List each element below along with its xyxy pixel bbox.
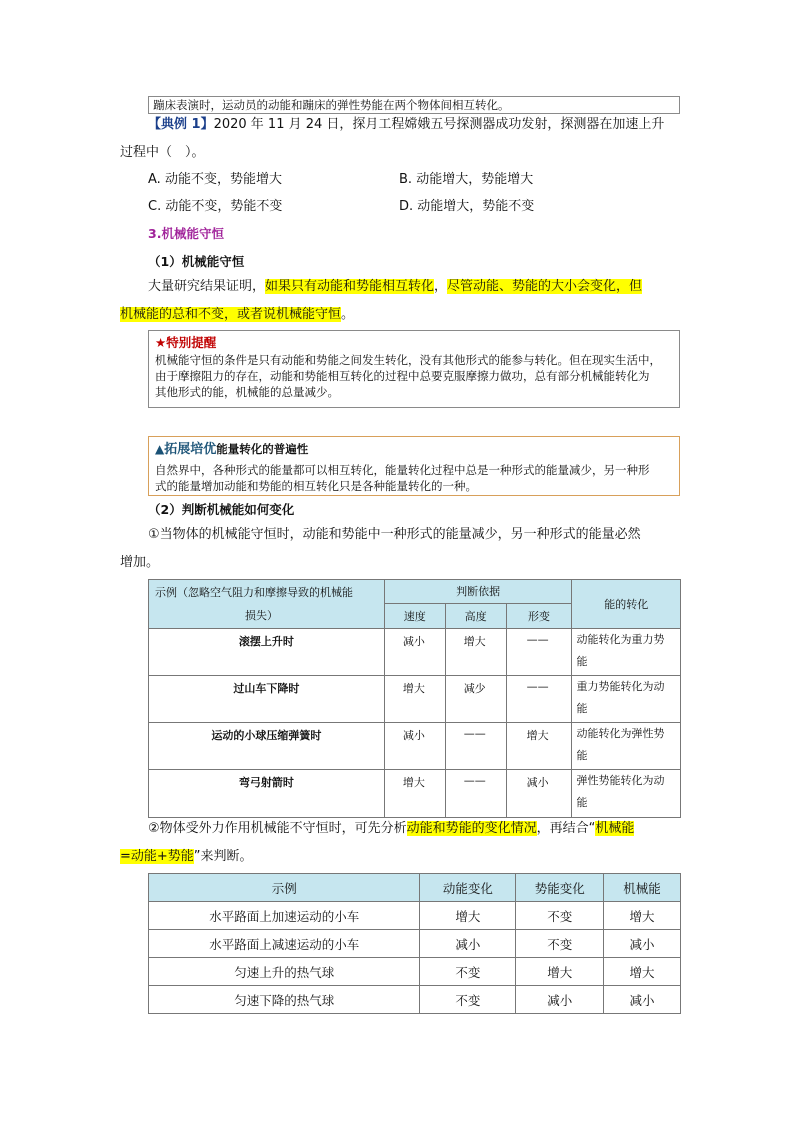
extension-box: [148, 436, 680, 496]
para2-line1: ①当物体的机械能守恒时，动能和势能中一种形式的能量减少，另一种形式的能量必然: [148, 527, 641, 542]
triangle-icon: ▲: [155, 442, 165, 456]
reminder-line3: 其他形式的能，机械能的总量减少。: [155, 385, 339, 399]
header-basis: 判断依据: [384, 580, 572, 604]
star-icon: ★: [155, 335, 167, 350]
header-deform: 形变: [506, 603, 572, 628]
sub1-title: （1）机械能守恒: [148, 254, 245, 269]
table-row: 弯弓射箭时 增大 —— 减小 弹性势能转化为动 能: [149, 770, 681, 818]
table-row: 匀速上升的热气球 不变 增大 增大: [149, 958, 681, 986]
option-c: C. 动能不变，势能不变: [148, 199, 283, 214]
extension-line1: 自然界中，各种形式的能量都可以相互转化，能量转化过程中总是一种形式的能量减少，另一种形: [155, 463, 650, 477]
top-note-text: 蹦床表演时，运动员的动能和蹦床的弹性势能在两个物体间相互转化。: [153, 98, 510, 112]
table-row: 水平路面上减速运动的小车 减小 不变 减小: [149, 930, 681, 958]
extension-line2: 式的能量增加动能和势能的相互转化只是各种能量转化的一种。: [155, 479, 477, 493]
header-mechanical: 机械能: [604, 874, 681, 902]
header-potential: 势能变化: [516, 874, 604, 902]
conservation-table: [148, 579, 681, 818]
table-row: 滚摆上升时 减小 增大 —— 动能转化为重力势 能: [149, 629, 681, 676]
para3-line2: =动能+势能”来判断。: [120, 849, 253, 864]
para2-line2: 增加。: [120, 555, 160, 570]
para1-line1: 大量研究结果证明，如果只有动能和势能相互转化，尽管动能、势能的大小会变化，但: [148, 279, 643, 294]
option-b: B. 动能增大，势能增大: [399, 172, 534, 187]
header-height: 高度: [445, 603, 506, 628]
extension-title: 拓展培优: [164, 442, 217, 457]
header-kinetic: 动能变化: [420, 874, 516, 902]
table-row: 运动的小球压缩弹簧时 减小 —— 增大 动能转化为弹性势 能: [149, 723, 681, 770]
option-a: A. 动能不变，势能增大: [148, 172, 282, 187]
reminder-title: 特别提醒: [166, 335, 217, 350]
example-line2: 过程中（ ）。: [120, 145, 205, 160]
section3-title: 3.机械能守恒: [148, 226, 224, 241]
reminder-line2: 由于摩擦阻力的存在，动能和势能相互转化的过程中总要克服摩擦力做功，总有部分机械能转化为: [155, 369, 650, 383]
header-speed: 速度: [384, 603, 445, 628]
header-conversion: 能的转化: [572, 580, 681, 629]
header-example: 示例: [149, 874, 420, 902]
special-reminder-box: [148, 330, 680, 408]
reminder-line1: 机械能守恒的条件是只有动能和势能之间发生转化，没有其他形式的能参与转化。但在现实生活中，: [155, 353, 661, 367]
example-line1: [148, 110, 664, 140]
para3-line1: ②物体受外力作用机械能不守恒时，可先分析动能和势能的变化情况，再结合“机械能: [148, 821, 635, 836]
header-example: 示例（忽略空气阻力和摩擦导致的机械能 损失）: [149, 580, 385, 629]
table-row: 过山车下降时 增大 减少 —— 重力势能转化为动 能: [149, 676, 681, 723]
table-row: 匀速下降的热气球 不变 减小 减小: [149, 986, 681, 1014]
extension-subtitle: 能量转化的普遍性: [216, 442, 309, 456]
example-tag: 【典例 1】: [148, 117, 214, 132]
option-d: D. 动能增大，势能不变: [399, 199, 535, 214]
example-question-line1: 2020 年 11 月 24 日，探月工程嫦娥五号探测器成功发射，探测器在加速上升: [213, 117, 665, 132]
table-row: 水平路面上加速运动的小车 增大 不变 增大: [149, 902, 681, 930]
non-conservation-table: [148, 873, 681, 1014]
sub2-title: （2）判断机械能如何变化: [148, 502, 295, 517]
para1-line2: 机械能的总和不变，或者说机械能守恒。: [120, 307, 355, 322]
